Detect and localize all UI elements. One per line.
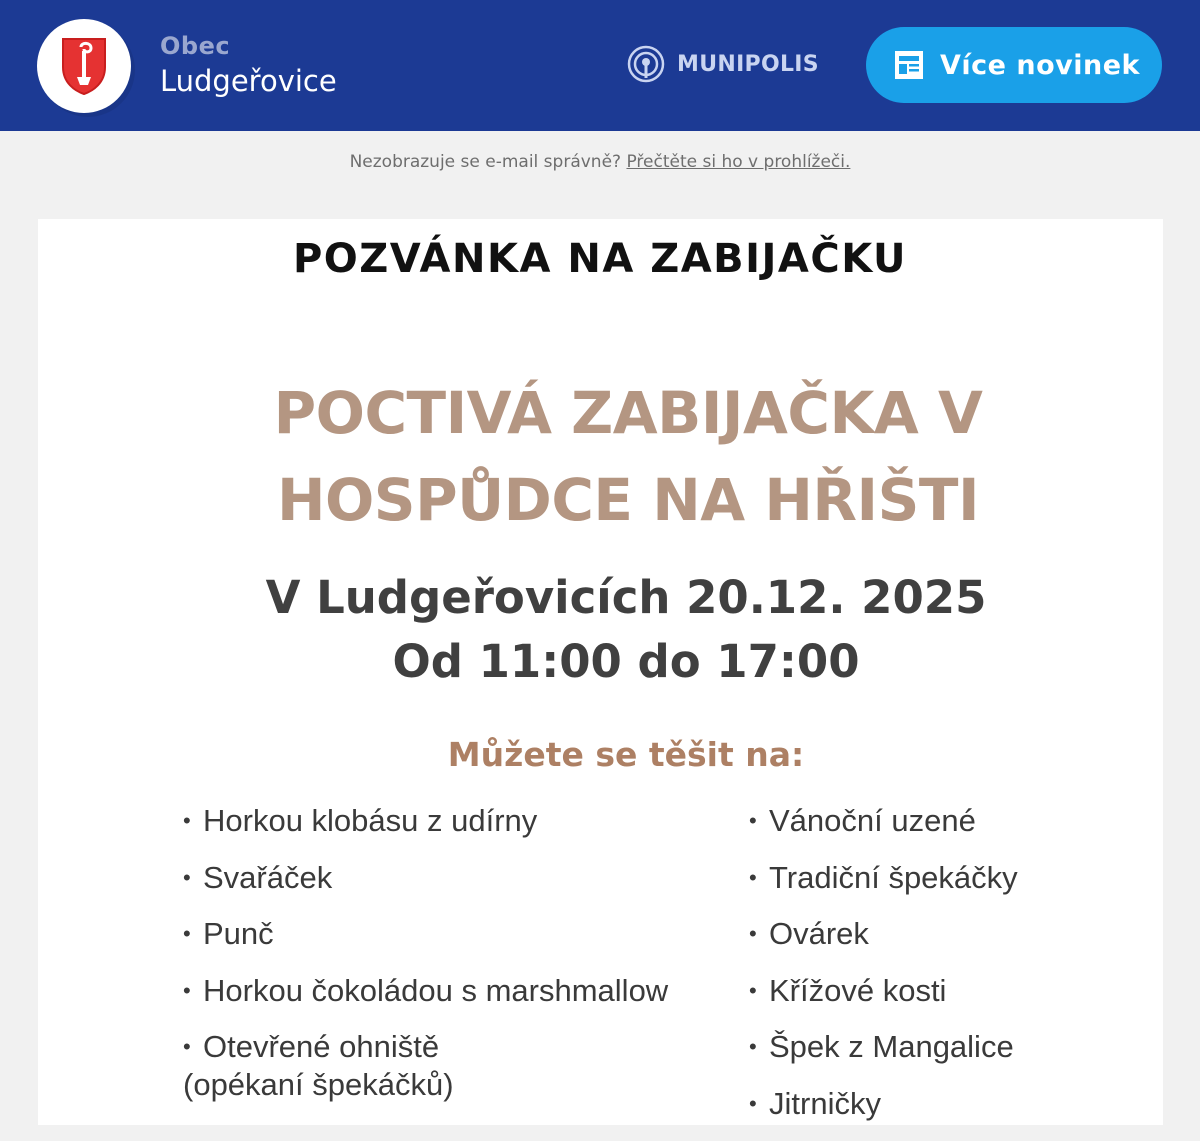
list-item: • Horkou klobásu z udírny bbox=[183, 802, 668, 859]
poster-date: V Ludgeřovicích 20.12. 2025 bbox=[0, 566, 1200, 630]
newspaper-icon bbox=[894, 50, 924, 80]
municipality-logo[interactable] bbox=[37, 19, 131, 113]
list-item: • Tradiční špekáčky bbox=[749, 859, 1018, 916]
munipolis-brand[interactable] bbox=[627, 44, 819, 84]
list-item-line-2: (opékaní špekáčků) bbox=[183, 1067, 454, 1102]
list-item: • Vánoční uzené bbox=[749, 802, 1018, 859]
list-item: • Křížové kosti bbox=[749, 972, 1018, 1029]
poster-headline bbox=[0, 370, 1200, 544]
poster-headline-line-1: POCTIVÁ ZABIJAČKA V bbox=[0, 370, 1200, 457]
municipality-name: Ludgeřovice bbox=[160, 64, 337, 98]
broadcast-icon bbox=[627, 45, 665, 83]
list-item bbox=[183, 1028, 668, 1108]
poster-date-time bbox=[0, 566, 1200, 694]
more-news-button[interactable] bbox=[866, 27, 1162, 103]
municipality-type-label: Obec bbox=[160, 32, 230, 60]
view-in-browser-link[interactable]: Přečtěte si ho v prohlížeči. bbox=[626, 152, 850, 172]
list-item: • Jitrničky bbox=[749, 1085, 1018, 1141]
list-item: • Svařáček bbox=[183, 859, 668, 916]
coat-of-arms-icon bbox=[61, 37, 107, 95]
more-news-label: Více novinek bbox=[940, 50, 1140, 81]
poster-time: Od 11:00 do 17:00 bbox=[0, 630, 1200, 694]
poster-subheading: Můžete se těšit na: bbox=[0, 735, 1200, 774]
munipolis-label: MUNIPOLIS bbox=[677, 52, 819, 77]
browser-view-notice bbox=[0, 152, 1200, 172]
article-title: POZVÁNKA NA ZABIJAČKU bbox=[0, 236, 1200, 282]
list-item: • Horkou čokoládou s marshmallow bbox=[183, 972, 668, 1029]
poster-list-left bbox=[183, 802, 668, 1108]
browser-notice-text: Nezobrazuje se e-mail správně? bbox=[350, 152, 622, 172]
poster-headline-line-2: HOSPŮDCE NA HŘIŠTI bbox=[0, 457, 1200, 544]
header-bar bbox=[0, 0, 1200, 131]
list-item: • Ovárek bbox=[749, 915, 1018, 972]
list-item: • Špek z Mangalice bbox=[749, 1028, 1018, 1085]
list-item: • Punč bbox=[183, 915, 668, 972]
list-item-line-1: Otevřené ohniště bbox=[203, 1029, 439, 1064]
poster-list-right bbox=[749, 802, 1018, 1141]
